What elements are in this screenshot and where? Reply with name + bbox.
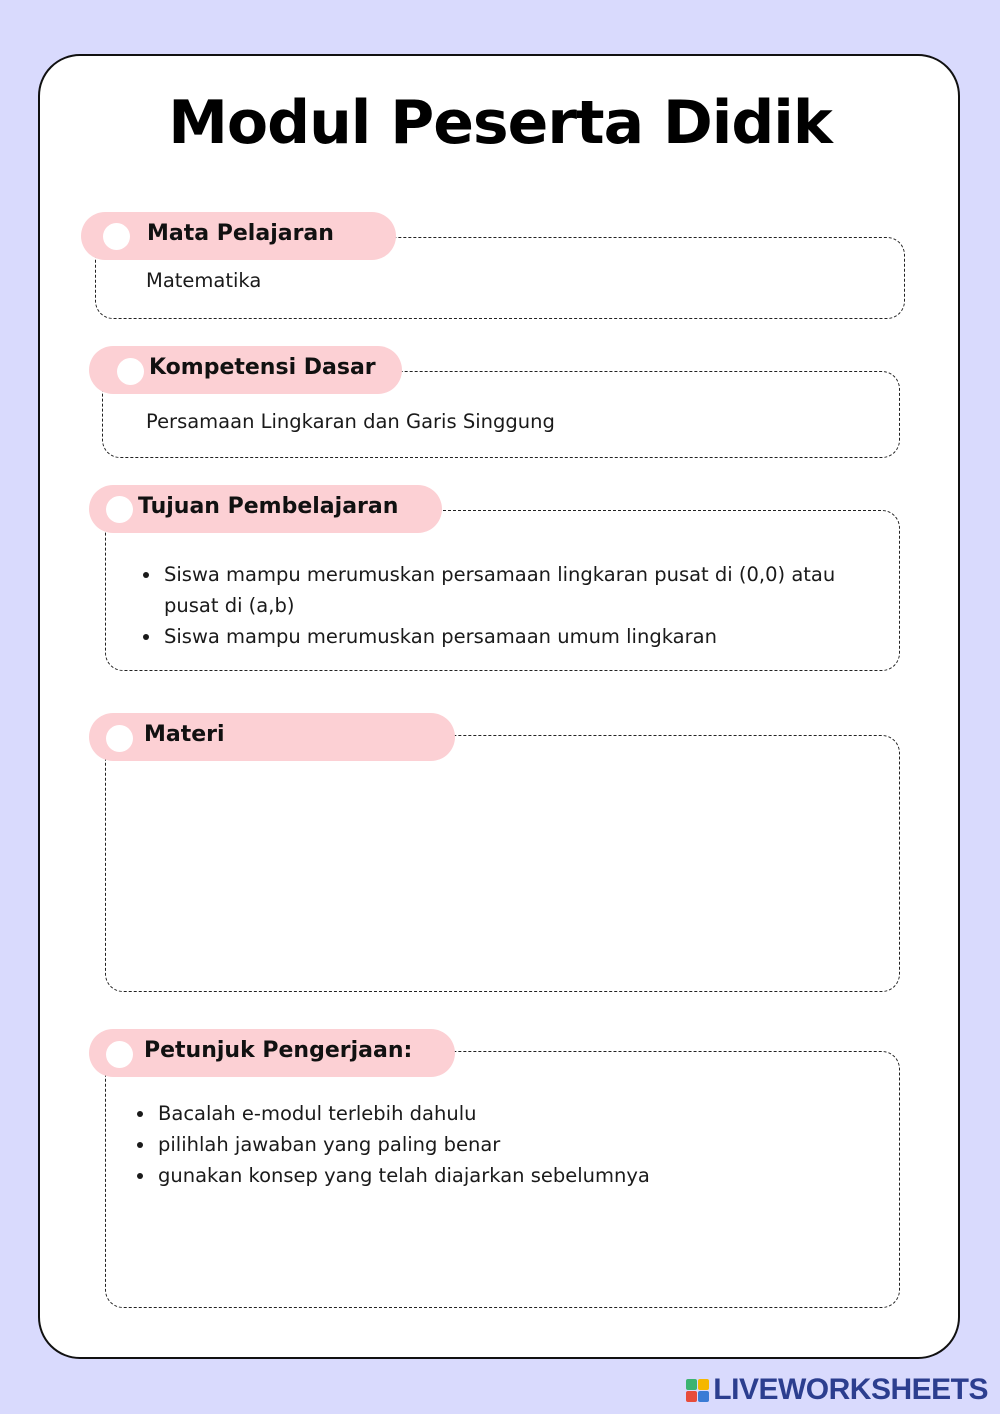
mata-pelajaran-header [81,212,396,260]
bullet-circle-icon [106,725,133,752]
brand-name: LIVEWORKSHEETS [713,1373,988,1406]
kompetensi-dasar-value: Persamaan Lingkaran dan Garis Singgung [146,410,555,433]
petunjuk-header [89,1029,455,1077]
section-label: Petunjuk Pengerjaan: [144,1038,413,1063]
liveworksheets-logo-icon [686,1379,709,1402]
liveworksheets-brand[interactable] [686,1373,988,1407]
section-label: Kompetensi Dasar [149,355,376,380]
list-item: • Siswa mampu merumuskan persamaan umum lingkaran [162,621,877,652]
section-label: Mata Pelajaran [147,221,334,246]
kompetensi-dasar-header [89,346,402,394]
mata-pelajaran-value: Matematika [146,269,262,292]
materi-header [89,713,455,761]
bullet-circle-icon [106,1041,133,1068]
list-item: • Bacalah e-modul terlebih dahulu [156,1098,876,1129]
list-item: • Siswa mampu merumuskan persamaan lingkaran pusat di (0,0) atau pusat di (a,b) [162,559,877,621]
tujuan-header [89,485,442,533]
page-title: Modul Peserta Didik [168,88,832,158]
bullet-circle-icon [103,223,130,250]
tujuan-list [140,559,877,652]
list-item: • gunakan konsep yang telah diajarkan sebelumnya [156,1160,876,1191]
logo-tile-l [686,1379,697,1390]
logo-tile-v [686,1391,697,1402]
logo-tile-i [698,1379,709,1390]
list-item: • pilihlah jawaban yang paling benar [156,1129,876,1160]
materi-box [105,735,900,992]
bullet-circle-icon [106,496,133,523]
section-label: Tujuan Pembelajaran [138,494,399,519]
section-label: Materi [144,722,225,747]
logo-tile-e [698,1391,709,1402]
petunjuk-list [134,1098,876,1191]
bullet-circle-icon [117,358,144,385]
